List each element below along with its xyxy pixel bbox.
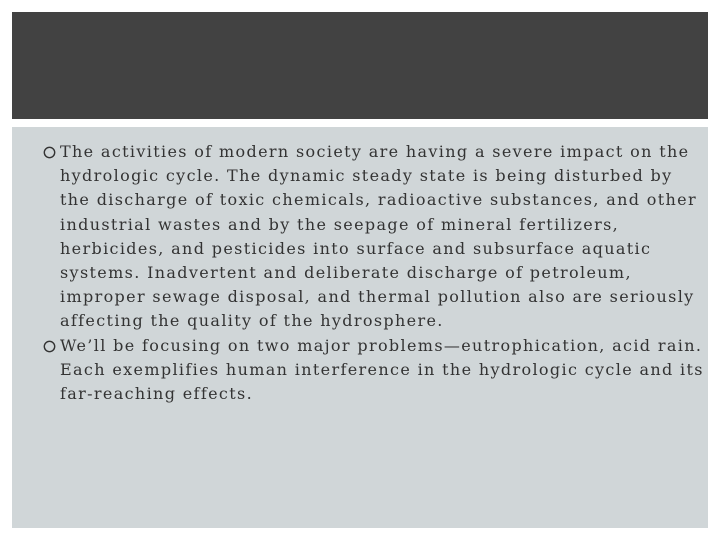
bullet-text: The activities of modern society are having a severe impact on the hydrologic cycle. The dynamic steady state is being disturbed by the discharge of toxic chemicals, radioactive substances, and other industrial wastes and by the seepage of mineral fertilizers, herbicides, and pesticides into surface and subsurface aquatic systems. Inadvertent and deliberate discharge of petroleum, improper sewage disposal, and thermal pollution also are seriously affecting the quality of the hydrosphere. xyxy=(60,142,698,331)
bullet-list xyxy=(42,140,708,406)
bullet-text: We’ll be focusing on two major problems—eutrophication, acid rain. Each exemplifies human interference in the hydrologic cycle and its far-reaching effects. xyxy=(60,335,704,404)
title-band xyxy=(12,12,708,119)
hollow-circle-bullet-icon xyxy=(43,340,56,353)
bullet-item xyxy=(42,334,708,407)
hollow-circle-bullet-icon xyxy=(43,146,56,159)
bullet-item xyxy=(42,140,708,334)
